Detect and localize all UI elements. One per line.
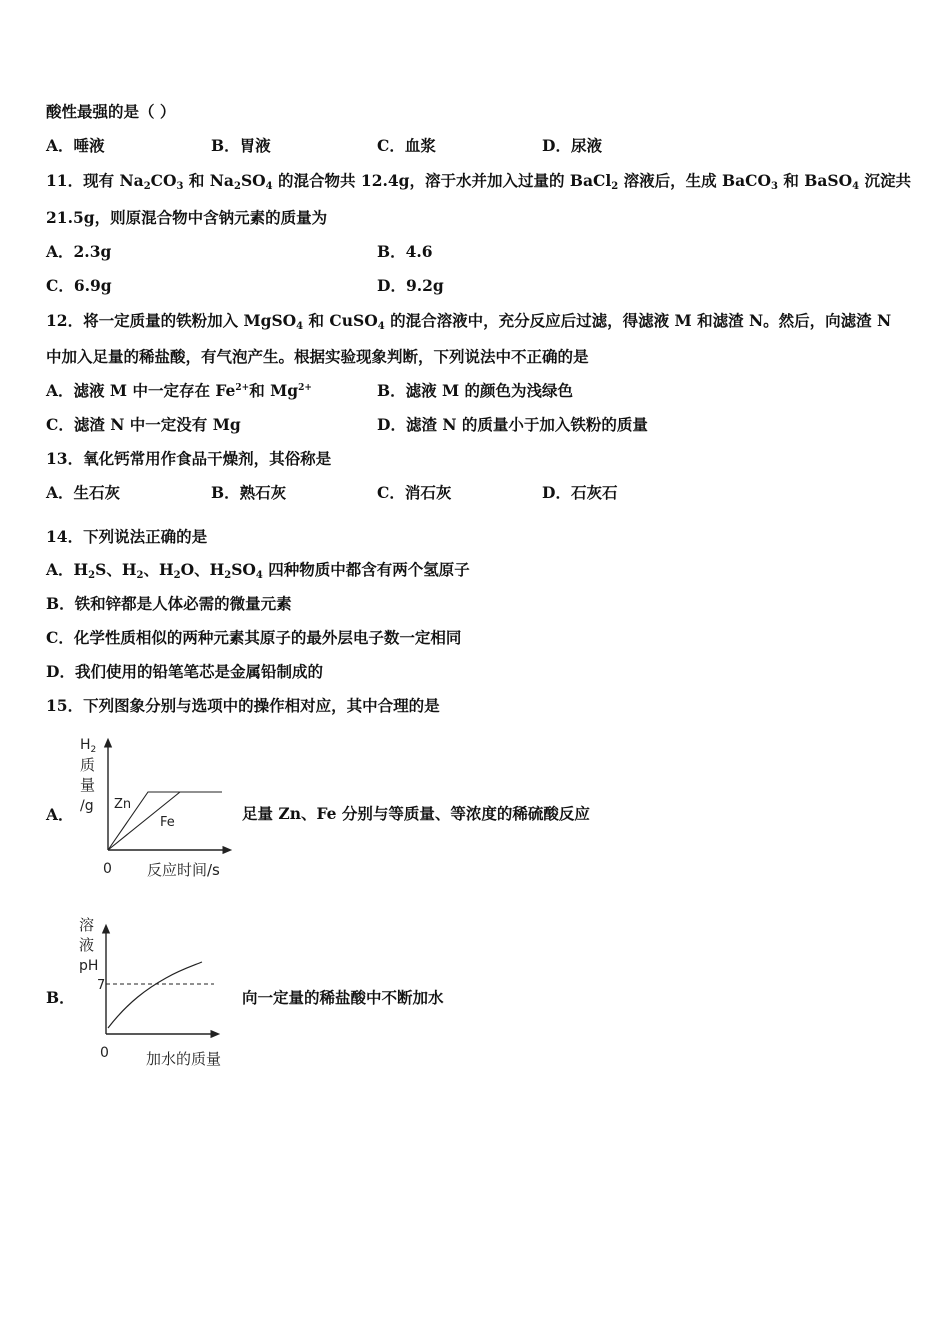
q12-option-c: C．滤渣 N 中一定没有 Mg [46, 415, 241, 434]
y-label-2: 质 [80, 756, 96, 774]
q15-graph-a [70, 728, 250, 883]
q12-stem-line2: 中加入足量的稀盐酸，有气泡产生。根据实验现象判断，下列说法中不正确的是 [46, 347, 589, 366]
y-label-1: 溶 [79, 916, 95, 934]
origin-label: 0 [100, 1045, 109, 1061]
y-label-top: $H_2$ [80, 737, 97, 755]
q11-option-d: D．9.2g [377, 276, 444, 295]
q15-stem: 15．下列图象分别与选项中的操作相对应，其中合理的是 [46, 696, 440, 715]
q10-stem: 酸性最强的是（ ） [46, 102, 176, 121]
q13-option-d: D．石灰石 [542, 483, 618, 502]
q14-option-b: B．铁和锌都是人体必需的微量元素 [46, 594, 292, 613]
q14-stem: 14．下列说法正确的是 [46, 527, 208, 546]
q12-option-b: B．滤液 M 的颜色为浅绿色 [377, 381, 574, 400]
q10-option-d: D．尿液 [542, 136, 602, 155]
q13-stem: 13．氧化钙常用作食品干燥剂，其俗称是 [46, 449, 332, 468]
q12-stem: 12．将一定质量的铁粉加入 MgSO$_4$ 和 CuSO$_4$ 的混合溶液中，充分反应后过滤，得滤液 M 和滤渣 N。然后，向滤渣 N [46, 311, 892, 332]
q11-stem-line2: 21.5g，则原混合物中含钠元素的质量为 [46, 208, 328, 227]
q15-graph-b [70, 910, 250, 1070]
q12-option-a: A．滤液 M 中一定存在 $Fe^{2+}$和 $Mg^{2+}$ [46, 381, 312, 400]
q15-option-a-text: 足量 Zn、Fe 分别与等质量、等浓度的稀硫酸反应 [242, 804, 590, 823]
q10-option-c: C．血浆 [377, 136, 436, 155]
q11-option-c: C．6.9g [46, 276, 112, 295]
q11-option-b: B．4.6 [377, 242, 433, 261]
series-zn-label: Zn [114, 797, 132, 812]
series-fe-label: Fe [160, 815, 175, 830]
q10-option-b: B．胃液 [211, 136, 271, 155]
q10-option-a: A．唾液 [46, 136, 105, 155]
q15-option-a-label: A． [46, 805, 74, 824]
q13-option-c: C．消石灰 [377, 483, 452, 502]
q11-option-a: A．2.3g [46, 242, 112, 261]
x-label: 反应时间/s [147, 861, 220, 879]
tick-7-label: 7 [97, 978, 106, 993]
origin-label: 0 [103, 861, 112, 877]
q15-option-b-label: B． [46, 988, 75, 1007]
ph-curve [108, 962, 202, 1028]
y-label-3: 量 [80, 776, 96, 794]
q14-option-c: C．化学性质相似的两种元素其原子的最外层电子数一定相同 [46, 628, 462, 647]
q11-stem: 11．现有 $Na_2CO_3$ 和 $Na_2SO_4$ 的混合物共 12.4g，溶于水并加入过量的 BaCl$_2$ 溶液后，生成 BaCO$_3$ 和 BaSO$_4$ 沉淀共 [46, 171, 912, 192]
y-label-4: /g [80, 798, 94, 814]
q12-option-d: D．滤渣 N 的质量小于加入铁粉的质量 [377, 415, 648, 434]
q15-option-b-text: 向一定量的稀盐酸中不断加水 [242, 988, 444, 1007]
q14-option-d: D．我们使用的铅笔笔芯是金属铅制成的 [46, 662, 323, 681]
q14-option-a: A．$H_2S$、$H_2$、$H_2O$、$H_2SO_4$ 四种物质中都含有两个氢原子 [46, 560, 470, 581]
q13-option-a: A．生石灰 [46, 483, 121, 502]
q13-option-b: B．熟石灰 [211, 483, 287, 502]
y-label-3: pH [79, 958, 99, 974]
x-label: 加水的质量 [146, 1050, 222, 1068]
y-label-2: 液 [79, 936, 95, 954]
